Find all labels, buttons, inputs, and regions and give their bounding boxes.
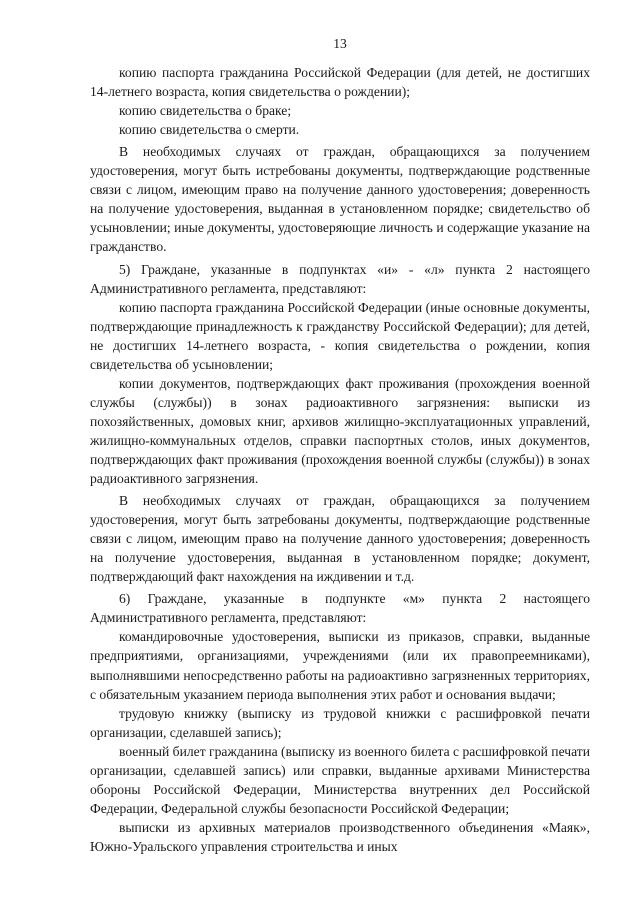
paragraph-9: 6) Граждане, указанные в подпункте «м» пункта 2 настоящего Административного регламента, представляют: (90, 591, 590, 626)
paragraph-10: командировочные удостоверения, выписки из приказов, справки, выданные предприятиями, организациями, учреждениями (или их правопреемниками), выполнявшими непосредственно работы на радиоактивно загрязненных территориях, с обязательным указанием периода выполнения этих работ и основания выдачи; (90, 629, 590, 702)
paragraph-4: В необходимых случаях от граждан, обращающихся за получением удостоверения, могут быть истребованы документы, подтверждающие родственные связи с лицом, имеющим право на получение данного удостоверения; доверенность на получение удостоверения, выданная в установленном порядке; свидетельство об усыновлении; иные документы, удостоверяющие личность и содержащие указание на гражданство. (90, 144, 590, 255)
paragraph-2: копию свидетельства о браке; (119, 103, 292, 119)
paragraph-5: 5) Граждане, указанные в подпунктах «и» - «л» пункта 2 настоящего Административного регламента, представляют: (90, 261, 590, 296)
paragraph-7: копии документов, подтверждающих факт проживания (прохождения военной службы (службы)) в зонах радиоактивного загрязнения: выписки из похозяйственных, домовых книг, архивов жилищно-эксплуатационных управлений, жилищно-коммунальных отделов, справки паспортных столов, иных документов, подтверждающих факт проживания (прохождения военной службы (службы)) в зонах радиоактивного загрязнения. (90, 375, 590, 487)
paragraph-13: выписки из архивных материалов производственного объединения «Маяк», Южно-Уральского управления строительства и иных (90, 819, 590, 854)
paragraph-8: В необходимых случаях от граждан, обращающихся за получением удостоверения, могут быть затребованы документы, подтверждающие родственные связи с лицом, имеющим право на получение данного удостоверения; доверенность на получение удостоверения, выданная в установленном порядке; документ, подтверждающий факт нахождения на иждивении и т.д. (90, 493, 590, 585)
paragraph-6: копию паспорта гражданина Российской Федерации (иные основные документы, подтверждающие принадлежность к гражданству Российской Федерации); для детей, не достигших 14-летнего возраста, - копия свидетельства о рождении, копия свидетельства об усыновлении; (90, 299, 590, 372)
paragraph-3: копию свидетельства о смерти. (119, 122, 300, 138)
paragraph-12: военный билет гражданина (выписку из военного билета с расшифровкой печати организации, сделавшей запись) или справки, выданные архивами Министерства обороны Российской Федерации, Министерства внутренних дел Российской Федерации, Федеральной службы безопасности Российской Федерации; (90, 743, 590, 816)
page-number: 13 (333, 36, 347, 51)
paragraph-1: копию паспорта гражданина Российской Федерации (для детей, не достигших 14-летнего возраста, копия свидетельства о рождении); (90, 65, 590, 100)
paragraph-11: трудовую книжку (выписку из трудовой книжки с расшифровкой печати организации, сделавшей запись); (90, 705, 590, 740)
document-page (90, 34, 590, 856)
